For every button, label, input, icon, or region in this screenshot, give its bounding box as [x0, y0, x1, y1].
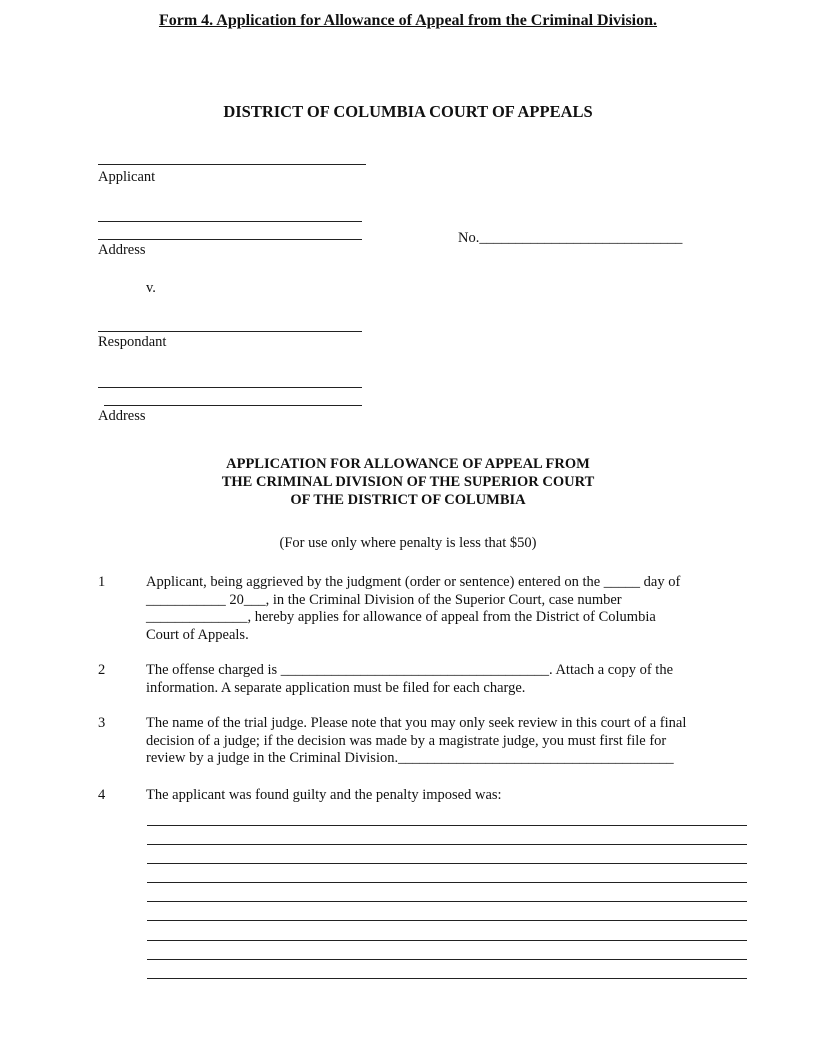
penalty-write-line[interactable]: [147, 825, 747, 826]
item-1-line: Applicant, being aggrieved by the judgment (order or sentence) entered on the _____ day of: [146, 574, 681, 590]
penalty-write-line[interactable]: [147, 978, 747, 979]
penalty-write-line[interactable]: [147, 882, 747, 883]
case-number-label: No.: [458, 230, 480, 246]
item-3-line: The name of the trial judge. Please note that you may only seek review in this court of a final: [146, 715, 687, 731]
respondent-address-label: Address: [98, 408, 146, 424]
versus-label: v.: [146, 280, 156, 296]
usage-note: (For use only where penalty is less that $50): [279, 535, 537, 551]
item-4-line: The applicant was found guilty and the penalty imposed was:: [146, 787, 502, 803]
penalty-write-line[interactable]: [147, 844, 747, 845]
form-title: Form 4. Application for Allowance of Appeal from the Criminal Division.: [158, 12, 658, 29]
case-number-blank[interactable]: ____________________________: [479, 230, 683, 246]
item-2-text: [146, 662, 673, 697]
item-4-text: [146, 787, 502, 805]
respondent-address-line-2[interactable]: [104, 405, 362, 406]
item-number: 3: [98, 715, 106, 731]
application-heading: [0, 455, 816, 509]
application-heading-line-3: OF THE DISTRICT OF COLUMBIA: [290, 492, 526, 508]
item-1-line: ___________ 20___, in the Criminal Division of the Superior Court, case number: [146, 591, 622, 608]
item-1-line: Court of Appeals.: [146, 626, 249, 643]
penalty-write-line[interactable]: [147, 863, 747, 864]
applicant-address-label: Address: [98, 242, 146, 258]
application-heading-line-1: APPLICATION FOR ALLOWANCE OF APPEAL FROM: [226, 456, 590, 472]
item-number: 1: [98, 574, 106, 590]
applicant-name-line[interactable]: [98, 164, 366, 165]
item-number: 2: [98, 662, 106, 678]
item-1-text: [146, 574, 680, 644]
court-name: DISTRICT OF COLUMBIA COURT OF APPEALS: [223, 102, 593, 121]
case-number-field[interactable]: [458, 230, 682, 247]
respondent-address-line-1[interactable]: [98, 387, 362, 388]
applicant-address-line-2[interactable]: [98, 239, 362, 240]
item-3-line: decision of a judge; if the decision was made by a magistrate judge, you must first file for: [146, 732, 667, 749]
penalty-write-line[interactable]: [147, 920, 747, 921]
respondent-name-line[interactable]: [98, 331, 362, 332]
item-1-line: ______________, hereby applies for allowance of appeal from the District of Columbia: [146, 609, 656, 625]
item-3-text: [146, 715, 686, 768]
item-2-line: The offense charged is _____________________________________. Attach a copy of the: [146, 662, 674, 678]
penalty-write-line[interactable]: [147, 901, 747, 902]
penalty-write-line[interactable]: [147, 959, 747, 960]
item-2-line: information. A separate application must be filed for each charge.: [146, 679, 526, 696]
applicant-label: Applicant: [98, 169, 156, 185]
applicant-address-line-1[interactable]: [98, 221, 362, 222]
penalty-write-line[interactable]: [147, 940, 747, 941]
item-number: 4: [98, 787, 106, 803]
respondent-label: Respondant: [98, 334, 167, 350]
item-3-line: review by a judge in the Criminal Division.______________________________________: [146, 750, 674, 766]
application-heading-line-2: THE CRIMINAL DIVISION OF THE SUPERIOR COURT: [221, 474, 595, 490]
